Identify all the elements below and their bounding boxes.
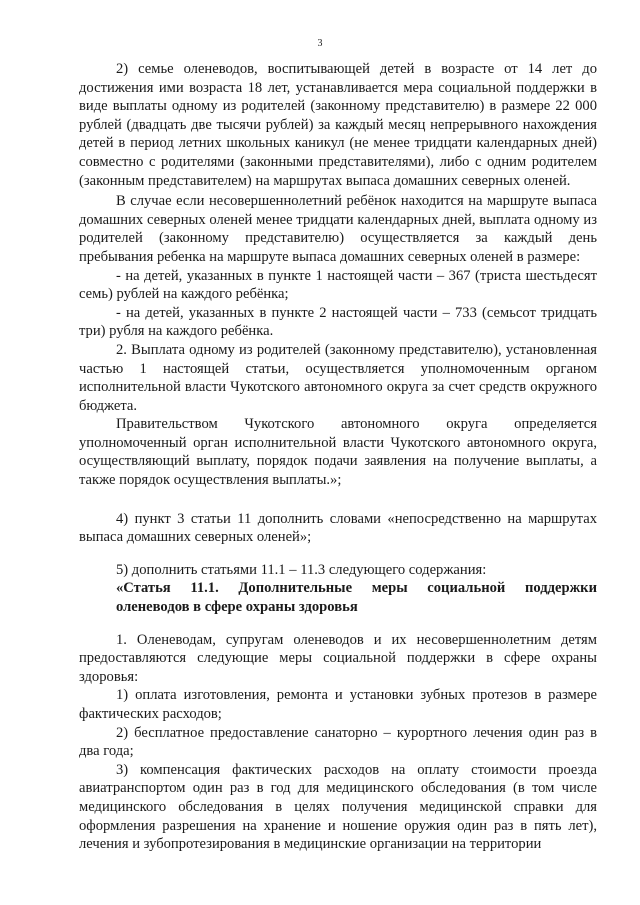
list-item-sanatorium: 2) бесплатное предоставление санаторно – курортного лечения один раз в два года; <box>79 724 597 760</box>
paragraph-government: Правительством Чукотского автономного округа определяется уполномоченный орган исполнительной власти Чукотского автономного округа, осуществляющий выплату, порядок подачи заявления на получение выплаты, а также порядок осуществления выплаты.»; <box>79 416 597 489</box>
page-number: 3 <box>317 38 323 49</box>
paragraph-item-4: 4) пункт 3 статьи 11 дополнить словами «непосредственно на маршрутах выпаса домашних северных оленей»; <box>79 510 597 546</box>
paragraph-less-than-30-days: В случае если несовершеннолетний ребёнок находится на маршруте выпаса домашних северных оленей менее тридцати календарных дней, выплата одному из родителей (законному представителю) осуществляется за каждый день пребывания ребенка на маршруте выпаса домашних северных оленей в размере: <box>79 193 597 265</box>
article-title-line-2: оленеводов в сфере охраны здоровья <box>116 599 358 616</box>
list-item-367: - на детей, указанных в пункте 1 настоящей части – 367 (триста шестьдесят семь) рублей на каждого ребёнка; <box>79 267 597 303</box>
article-title-line-1: «Статья 11.1. Дополнительные меры социальной поддержки <box>116 580 597 597</box>
list-item-dental: 1) оплата изготовления, ремонта и установки зубных протезов в размере фактических расходов; <box>79 687 597 722</box>
list-item-733: - на детей, указанных в пункте 2 настоящей части – 733 (семьсот тридцать три) рубля на каждого ребёнка. <box>79 304 597 340</box>
list-item-travel-compensation: 3) компенсация фактических расходов на оплату стоимости проезда авиатранспортом один раз в год для медицинского обследования (в том числе медицинского обследования в целях получения медицинской справки для оформления разрешения на хранение и ношение оружия один раз в пять лет), лечения и зубопротезирования в медицинские организации на территории <box>79 761 597 853</box>
document-body <box>79 60 597 854</box>
paragraph-article-part-1: 1. Оленеводам, супругам оленеводов и их несовершеннолетним детям предоставляются следующие меры социальной поддержки в сфере охраны здоровья: <box>79 631 597 685</box>
paragraph-part-2: 2. Выплата одному из родителей (законному представителю), установленная частью 1 настоящей статьи, осуществляется уполномоченным органом исполнительной власти Чукотского автономного округа за счет средств окружного бюджета. <box>79 341 597 414</box>
paragraph-family-14-18: 2) семье оленеводов, воспитывающей детей в возрасте от 14 лет до достижения ими возраста 18 лет, устанавливается мера социальной поддержки в виде выплаты одному из родителей (законному представителю) в размере 22 000 рублей (двадцать две тысячи рублей) за каждый месяц непрерывного нахождения детей в период летних школьных каникул (не менее тридцати календарных дней) совместно с родителями (законными представителями), либо с одним родителем (законным представителем) на маршрутах выпаса домашних северных оленей. <box>79 61 597 189</box>
paragraph-item-5: 5) дополнить статьями 11.1 – 11.3 следующего содержания: <box>116 561 487 578</box>
